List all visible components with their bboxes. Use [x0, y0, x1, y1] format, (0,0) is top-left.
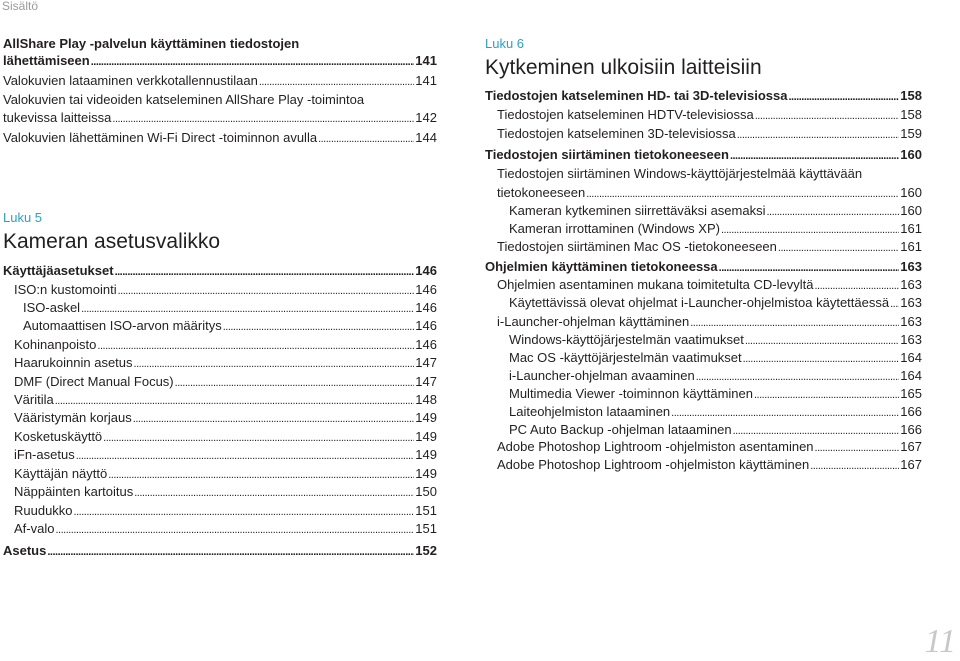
toc-entry-page: 142: [415, 110, 437, 125]
toc-entry[interactable]: [497, 456, 922, 475]
toc-entry-page: 146: [415, 337, 437, 352]
dot-leader: [890, 296, 899, 313]
dot-leader: [815, 440, 900, 457]
toc-entry-page: 159: [900, 126, 922, 141]
toc-entry-page: 167: [900, 439, 922, 454]
toc-entry-page: 146: [415, 318, 437, 333]
toc-entry-page: 147: [415, 374, 437, 389]
toc-entry-page: 164: [900, 368, 922, 383]
dot-leader: [175, 375, 415, 392]
toc-entry[interactable]: [14, 391, 437, 410]
toc-entry[interactable]: [509, 403, 922, 422]
toc-entry[interactable]: [509, 385, 922, 404]
toc-entry[interactable]: [3, 542, 437, 561]
dot-leader: [76, 448, 415, 465]
dot-leader: [778, 240, 899, 257]
dot-leader: [755, 108, 900, 125]
toc-entry-title: Tiedostojen siirtäminen Mac OS -tietokoneeseen: [497, 239, 777, 254]
toc-entry-page: 167: [900, 457, 922, 472]
toc-entry-title: Kameran kytkeminen siirrettäväksi asemaksi: [509, 203, 766, 218]
toc-entry-title: Adobe Photoshop Lightroom -ohjelmiston asentaminen: [497, 439, 814, 454]
toc-entry-title: tukevissa laitteissa: [3, 110, 112, 125]
toc-entry-page: 149: [415, 429, 437, 444]
toc-entry-title: i-Launcher-ohjelman avaaminen: [509, 368, 695, 383]
toc-entry-title: lähettämiseen: [3, 53, 90, 68]
toc-entry-title: Käytettävissä olevat ohjelmat i-Launcher-ohjelmistoa käytettäessä: [509, 295, 890, 310]
toc-entry[interactable]: [497, 125, 922, 144]
toc-entry[interactable]: [14, 502, 437, 521]
toc-entry[interactable]: [14, 465, 437, 484]
toc-entry[interactable]: [509, 349, 922, 368]
dot-leader: [754, 387, 899, 404]
dot-leader: [112, 111, 414, 128]
toc-entry-title: Vääristymän korjaus: [14, 410, 132, 425]
toc-entry-title: Ohjelmien asentaminen mukana toimitetulta CD-levyltä: [497, 277, 814, 292]
toc-entry[interactable]: [3, 129, 437, 148]
toc-entry[interactable]: [497, 313, 922, 332]
toc-entry-title: DMF (Direct Manual Focus): [14, 374, 174, 389]
toc-entry-title: Kameran irrottaminen (Windows XP): [509, 221, 720, 236]
dot-leader: [696, 369, 900, 386]
dot-leader: [81, 301, 414, 318]
toc-entry-page: 158: [900, 107, 922, 122]
toc-entry-page: 151: [415, 521, 437, 536]
dot-leader: [74, 504, 415, 521]
dot-leader: [133, 411, 415, 428]
toc-entry-title: tietokoneeseen: [497, 185, 586, 200]
toc-entry-page: 149: [415, 466, 437, 481]
dot-leader: [103, 430, 414, 447]
dot-leader: [719, 260, 900, 277]
toc-entry-title: Asetus: [3, 543, 47, 558]
toc-entry-page: 158: [900, 88, 922, 103]
toc-entry-page: 149: [415, 410, 437, 425]
toc-entry-page: 163: [900, 295, 922, 310]
toc-entry[interactable]: [3, 262, 437, 281]
toc-entry[interactable]: [509, 367, 922, 386]
toc-entry[interactable]: [14, 428, 437, 447]
toc-entry[interactable]: [14, 483, 437, 502]
toc-entry[interactable]: [509, 294, 922, 313]
toc-entry-title: Multimedia Viewer -toiminnon käyttäminen: [509, 386, 753, 401]
toc-entry-page: 160: [900, 147, 922, 162]
dot-leader: [97, 338, 414, 355]
toc-entry-page: 163: [900, 332, 922, 347]
toc-entry[interactable]: [497, 238, 922, 257]
toc-entry[interactable]: [23, 317, 437, 336]
toc-entry-page: 147: [415, 355, 437, 370]
toc-entry-title: Kohinanpoisto: [14, 337, 97, 352]
toc-entry-page: 146: [415, 282, 437, 297]
toc-entry[interactable]: [14, 446, 437, 465]
dot-leader: [47, 544, 414, 561]
toc-entry[interactable]: [3, 52, 437, 71]
toc-entry-page: 164: [900, 350, 922, 365]
chapter-title: Kameran asetusvalikko: [3, 230, 221, 253]
toc-entry[interactable]: [497, 106, 922, 125]
toc-entry-page: 166: [900, 422, 922, 437]
toc-entry-page: 152: [415, 543, 437, 558]
toc-entry[interactable]: [497, 438, 922, 457]
toc-entry-title: Tiedostojen katseleminen 3D-televisiossa: [497, 126, 736, 141]
dot-leader: [586, 186, 899, 203]
toc-entry-title: Käyttäjäasetukset: [3, 263, 114, 278]
toc-entry[interactable]: [485, 87, 922, 106]
toc-entry-page: 161: [900, 239, 922, 254]
toc-entry-title: PC Auto Backup -ohjelman lataaminen: [509, 422, 732, 437]
toc-entry-page: 165: [900, 386, 922, 401]
toc-entry-page: 146: [415, 300, 437, 315]
toc-entry-page: 163: [900, 314, 922, 329]
toc-entry-title: AllShare Play -palvelun käyttäminen tiedostojen: [3, 36, 300, 51]
dot-leader: [788, 89, 899, 106]
toc-entry[interactable]: [497, 276, 922, 295]
toc-entry-title: i-Launcher-ohjelman käyttäminen: [497, 314, 690, 329]
toc-entry[interactable]: [485, 258, 922, 277]
toc-entry-title: Valokuvien tai videoiden katseleminen AllShare Play -toimintoa: [3, 92, 365, 107]
toc-entry-title: Valokuvien lähettäminen Wi-Fi Direct -toiminnon avulla: [3, 130, 318, 145]
dot-leader: [814, 278, 899, 295]
toc-entry[interactable]: [23, 299, 437, 318]
toc-entry-title: Mac OS -käyttöjärjestelmän vaatimukset: [509, 350, 742, 365]
dot-leader: [91, 54, 415, 71]
toc-entry[interactable]: [509, 220, 922, 239]
toc-entry-page: 163: [900, 277, 922, 292]
toc-entry[interactable]: [497, 184, 922, 203]
toc-entry-title: Af-valo: [14, 521, 55, 536]
toc-entry-page: 148: [415, 392, 437, 407]
dot-leader: [318, 131, 414, 148]
toc-entry-page: 166: [900, 404, 922, 419]
dot-leader: [118, 283, 415, 300]
page-number: 11: [924, 623, 956, 660]
toc-entry[interactable]: [14, 409, 437, 428]
toc-entry-page: 160: [900, 185, 922, 200]
dot-leader: [115, 264, 415, 281]
toc-entry-title: Kosketuskäyttö: [14, 429, 103, 444]
toc-entry-page: 150: [415, 484, 437, 499]
toc-entry[interactable]: [509, 331, 922, 350]
toc-entry-page: 141: [415, 73, 437, 88]
dot-leader: [134, 485, 414, 502]
toc-entry-page: 141: [415, 53, 437, 68]
dot-leader: [743, 351, 900, 368]
toc-entry-page: 151: [415, 503, 437, 518]
toc-entry[interactable]: [14, 336, 437, 355]
toc-entry-title: iFn-asetus: [14, 447, 75, 462]
dot-leader: [766, 204, 899, 221]
chapter-label: Luku 6: [485, 36, 525, 51]
dot-leader: [730, 148, 899, 165]
dot-leader: [223, 319, 415, 336]
dot-leader: [690, 315, 899, 332]
toc-entry[interactable]: [3, 72, 437, 91]
toc-entry-title: ISO-askel: [23, 300, 81, 315]
toc-entry-title: Tiedostojen katseleminen HD- tai 3D-televisiossa: [485, 88, 788, 103]
toc-entry-title: Valokuvien lataaminen verkkotallennustilaan: [3, 73, 258, 88]
toc-entry-title: Ruudukko: [14, 503, 73, 518]
toc-entry-page: 146: [415, 263, 437, 278]
section-header: Sisältö: [2, 0, 39, 13]
dot-leader: [55, 393, 415, 410]
toc-entry[interactable]: [485, 146, 922, 165]
toc-entry[interactable]: [14, 373, 437, 392]
toc-entry[interactable]: [14, 281, 437, 300]
toc-entry-title: Ohjelmien käyttäminen tietokoneessa: [485, 259, 718, 274]
dot-leader: [721, 222, 899, 239]
toc-entry[interactable]: [14, 520, 437, 539]
dot-leader: [259, 74, 414, 91]
dot-leader: [737, 127, 900, 144]
toc-entry-title: Adobe Photoshop Lightroom -ohjelmiston käyttäminen: [497, 457, 810, 472]
toc-entry-title: Väritila: [14, 392, 54, 407]
toc-entry-title: Tiedostojen siirtäminen Windows-käyttöjärjestelmää käyttävään: [497, 166, 863, 181]
toc-entry-title: ISO:n kustomointi: [14, 282, 117, 297]
toc-entry-title: Haarukoinnin asetus: [14, 355, 133, 370]
toc-entry-title: Näppäinten kartoitus: [14, 484, 134, 499]
dot-leader: [55, 522, 414, 539]
dot-leader: [745, 333, 899, 350]
chapter-label: Luku 5: [3, 210, 43, 225]
toc-entry-page: 149: [415, 447, 437, 462]
toc-entry[interactable]: [509, 202, 922, 221]
toc-entry-title: Laiteohjelmiston lataaminen: [509, 404, 671, 419]
toc-entry-title: Käyttäjän näyttö: [14, 466, 108, 481]
toc-entry-title: Tiedostojen siirtäminen tietokoneeseen: [485, 147, 729, 162]
toc-entry[interactable]: [14, 354, 437, 373]
toc-entry-title: Automaattisen ISO-arvon määritys: [23, 318, 222, 333]
dot-leader: [134, 356, 415, 373]
toc-entry-page: 161: [900, 221, 922, 236]
toc-entry-title: Windows-käyttöjärjestelmän vaatimukset: [509, 332, 744, 347]
dot-leader: [671, 405, 899, 422]
toc-entry[interactable]: [3, 109, 437, 128]
dot-leader: [810, 458, 899, 475]
toc-entry-title: Tiedostojen katseleminen HDTV-televisiossa: [497, 107, 754, 122]
toc-entry-page: 163: [900, 259, 922, 274]
chapter-title: Kytkeminen ulkoisiin laitteisiin: [485, 56, 762, 79]
dot-leader: [108, 467, 414, 484]
toc-entry-page: 144: [415, 130, 437, 145]
toc-entry-page: 160: [900, 203, 922, 218]
